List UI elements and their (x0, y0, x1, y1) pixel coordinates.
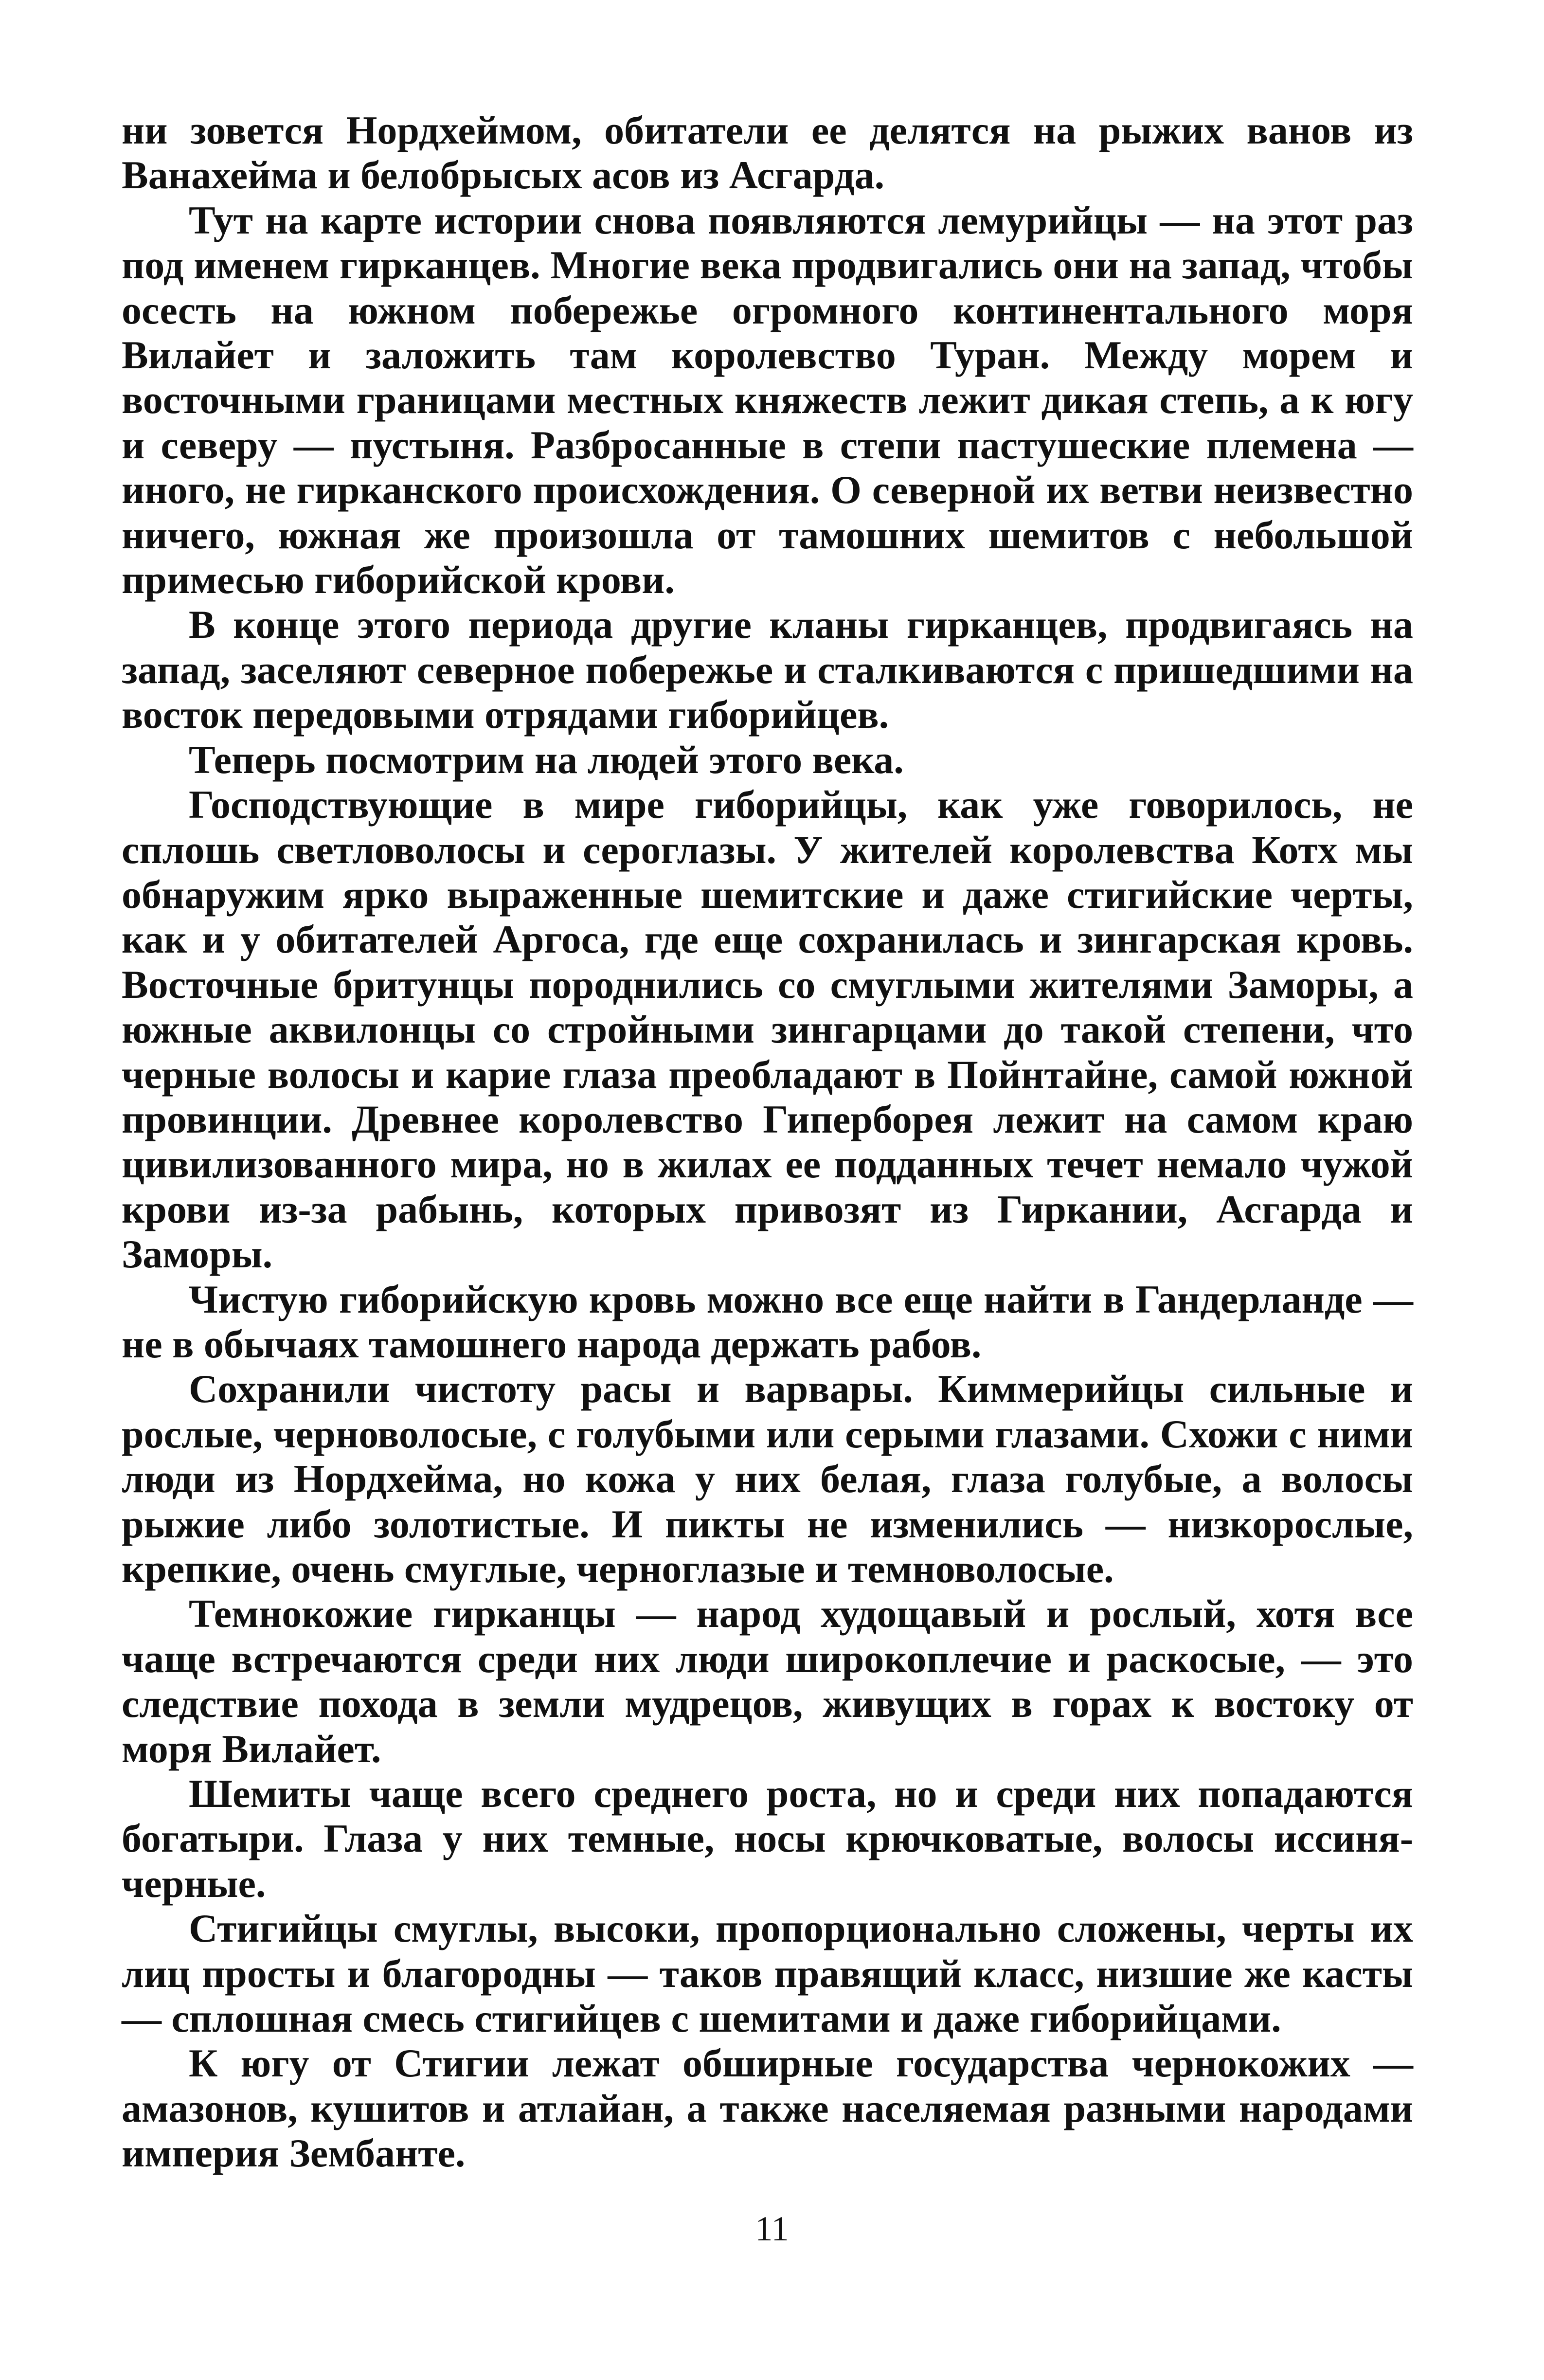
paragraph-10: Стигийцы смуглы, высоки, пропорционально сложены, черты их лиц просты и благородны — таков правящий класс, низшие же касты — сплошная смесь стигийцев с шемитами и даже гиборийцами. (122, 1906, 1413, 2041)
page-number: 11 (755, 2209, 789, 2248)
paragraph-3: В конце этого периода другие кланы гирканцев, продвигаясь на запад, заселяют северное побережье и сталкиваются с пришедшими на восток передовыми отрядами гиборийцев. (122, 602, 1413, 737)
paragraph-7: Сохранили чистоту расы и варвары. Киммерийцы сильные и рослые, черноволосые, с голубыми или серыми глазами. Схожи с ними люди из Нордхейма, но кожа у них белая, глаза голубые, а волосы рыжие либо золотистые. И пикты не изменились — низкорослые, крепкие, очень смуглые, черноглазые и темноволосые. (122, 1367, 1413, 1591)
body-text (122, 108, 1413, 2176)
paragraph-5: Господствующие в мире гиборийцы, как уже говорилось, не сплошь светловолосы и сероглазы. У жителей королевства Котх мы обнаружим ярко выраженные шемитские и даже стигийские черты, как и у обитателей Аргоса, где еще сохранилась и зингарская кровь. Восточные бритунцы породнились со смуглыми жителями Заморы, а южные аквилонцы со стройными зингарцами до такой степени, что черные волосы и карие глаза преобладают в Пойнтайне, самой южной провинции. Древнее королевство Гиперборея лежит на самом краю цивилизованного мира, но в жилах ее подданных течет немало чужой крови из-за рабынь, которых привозят из Гиркании, Асгарда и Заморы. (122, 782, 1413, 1277)
paragraph-9: Шемиты чаще всего среднего роста, но и среди них попадаются богатыри. Глаза у них темные, носы крючковатые, волосы иссиня-черные. (122, 1771, 1413, 1906)
paragraph-11: К югу от Стигии лежат обширные государства чернокожих — амазонов, кушитов и атлайан, а также населяемая разными народами империя Зембанте. (122, 2041, 1413, 2176)
paragraph-8: Темнокожие гирканцы — народ худощавый и рослый, хотя все чаще встречаются среди них люди широкоплечие и раскосые, — это следствие похода в земли мудрецов, живущих в горах к востоку от моря Вилайет. (122, 1591, 1413, 1771)
paragraph-1: ни зовется Нордхеймом, обитатели ее делятся на рыжих ванов из Ванахейма и белобрысых асов из Асгарда. (122, 108, 1413, 198)
paragraph-2: Тут на карте истории снова появляются лемурийцы — на этот раз под именем гирканцев. Многие века продвигались они на запад, чтобы осесть на южном побережье огромного континентального моря Вилайет и заложить там королевство Туран. Между морем и восточными границами местных княжеств лежит дикая степь, а к югу и северу — пустыня. Разбросанные в степи пастушеские племена — иного, не гирканского происхождения. О северной их ветви неизвестно ничего, южная же произошла от тамошних шемитов с небольшой примесью гиборийской крови. (122, 198, 1413, 602)
paragraph-6: Чистую гиборийскую кровь можно все еще найти в Гандерланде — не в обычаях тамошнего народа держать рабов. (122, 1277, 1413, 1366)
paragraph-4: Теперь посмотрим на людей этого века. (189, 737, 904, 782)
